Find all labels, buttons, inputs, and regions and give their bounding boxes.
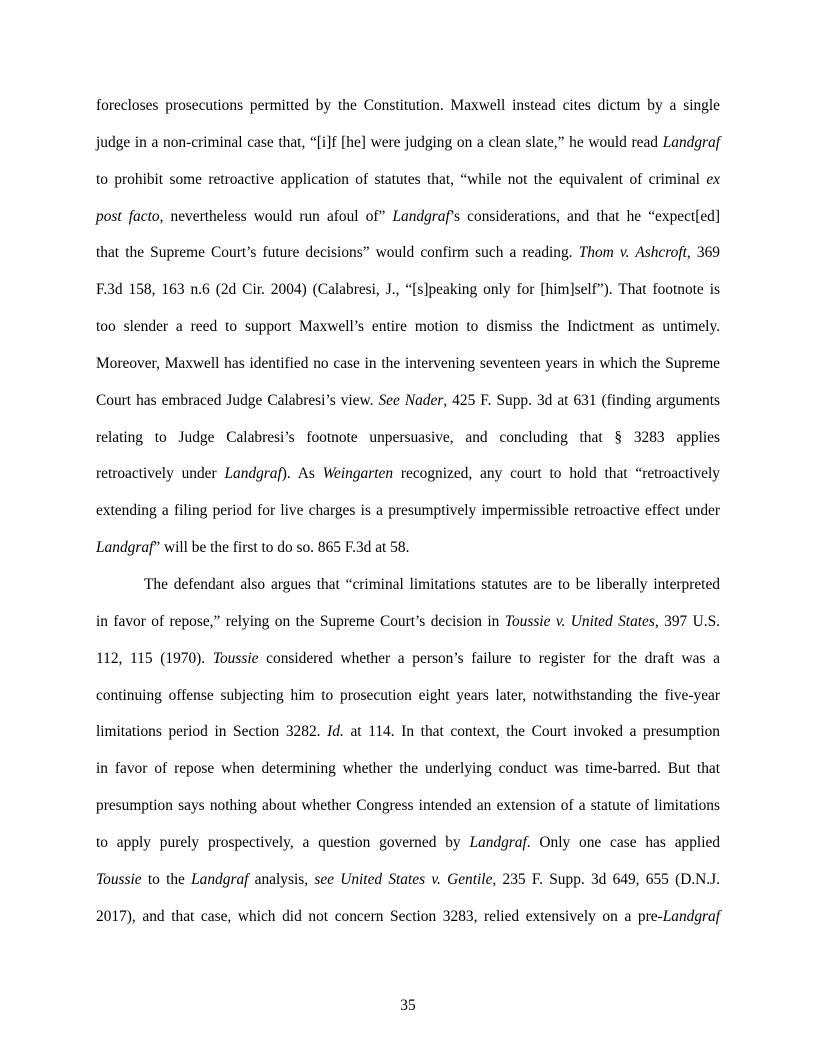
text-run: , nevertheless would run afoul of”: [159, 207, 393, 225]
case-citation: see United States v. Gentile: [314, 870, 493, 888]
text-run: , 235 F. Supp. 3d 649, 655 (D.N.J.: [492, 870, 720, 888]
text-run: F.3d 158, 163 n.6 (2d Cir. 2004) (Calabresi, J., “[s]peaking only for [him]self”). That footnote is: [96, 281, 720, 299]
case-citation: Landgraf: [469, 833, 527, 851]
text-run: forecloses prosecutions permitted by the Constitution. Maxwell instead cites dictum by a single: [96, 97, 720, 114]
text-run: continuing offense subjecting him to prosecution eight years later, notwithstanding the five-year: [96, 686, 720, 704]
italic-term: ex: [706, 170, 720, 188]
text-run: in favor of repose when determining whether the underlying conduct was time-barred. But that: [96, 760, 720, 778]
text-run: ’s considerations, and that he “expect[ed]: [449, 207, 720, 225]
text-run: limitations period in Section 3282.: [96, 723, 328, 741]
page-number: 35: [400, 997, 416, 1014]
text-run: relating to Judge Calabresi’s footnote unpersuasive, and concluding that § 3283 applies: [96, 428, 720, 446]
text-run: too slender a reed to support Maxwell’s entire motion to dismiss the Indictment as untimely.: [96, 318, 720, 336]
text-run: to prohibit some retroactive application of statutes that, “while not the equivalent of criminal: [96, 170, 707, 188]
text-line: [96, 92, 720, 129]
text-run: in favor of repose,” relying on the Supreme Court’s decision in: [96, 612, 505, 630]
text-run: at 114. In that context, the Court invoked a presumption: [343, 723, 720, 741]
text-line: [96, 460, 720, 497]
case-citation: Toussie: [212, 649, 259, 667]
text-line: [96, 313, 720, 350]
italic-term: post facto: [96, 207, 160, 225]
text-line: [96, 571, 720, 608]
text-run: ” will be the first to do so. 865 F.3d at 58.: [153, 539, 410, 557]
text-run: retroactively under: [96, 465, 225, 483]
text-run: , 369: [686, 244, 720, 262]
text-run: to apply purely prospectively, a question governed by: [96, 833, 470, 851]
text-line: [96, 718, 720, 755]
text-line: [96, 387, 720, 424]
text-run: , 425 F. Supp. 3d at 631 (finding arguments: [443, 391, 720, 409]
case-citation: Toussie v. United States: [504, 612, 655, 630]
text-line: [96, 203, 720, 240]
case-citation: Thom v. Ashcroft: [578, 244, 687, 262]
text-line: [96, 239, 720, 276]
case-citation: Id.: [327, 723, 344, 741]
text-line: [96, 608, 720, 645]
paragraph-1: [96, 92, 720, 571]
text-line: [96, 276, 720, 313]
case-citation: Landgraf: [224, 465, 282, 483]
text-run: Court has embraced Judge Calabresi’s view.: [96, 391, 379, 409]
text-line: [96, 129, 720, 166]
text-line: [96, 350, 720, 387]
text-line: [96, 866, 720, 903]
case-citation: Landgraf: [392, 207, 450, 225]
text-run: judge in a non-criminal case that, “[i]f [he] were judging on a clean slate,” he would read: [96, 133, 663, 151]
case-citation: Landgraf: [96, 539, 154, 557]
case-citation: Landgraf: [662, 907, 720, 925]
case-citation: Landgraf: [191, 870, 249, 888]
text-run: analysis,: [248, 870, 315, 888]
text-run: extending a filing period for live charges is a presumptively impermissible retroactive effect under: [96, 502, 720, 520]
text-line: [96, 534, 720, 571]
text-run: to the: [141, 870, 192, 888]
text-run: presumption says nothing about whether Congress intended an extension of a statute of limitations: [96, 797, 720, 815]
text-run: The defendant also argues that “criminal limitations statutes are to be liberally interpreted: [144, 575, 720, 593]
text-line: [96, 645, 720, 682]
case-citation: Weingarten: [322, 465, 394, 483]
document-body: [96, 92, 720, 939]
text-run: 112, 115 (1970).: [96, 649, 213, 667]
text-run: . Only one case has applied: [526, 833, 720, 851]
text-line: [96, 497, 720, 534]
text-line: [96, 829, 720, 866]
case-citation: Toussie: [96, 870, 142, 888]
text-line: [96, 903, 720, 940]
text-line: [96, 792, 720, 829]
text-run: Moreover, Maxwell has identified no case in the intervening seventeen years in which the Supreme: [96, 354, 720, 372]
text-line: [96, 424, 720, 461]
text-run: considered whether a person’s failure to register for the draft was a: [258, 649, 720, 667]
text-run: that the Supreme Court’s future decisions” would confirm such a reading.: [96, 244, 579, 262]
paragraph-2: [96, 571, 720, 939]
case-citation: See Nader: [378, 391, 444, 409]
case-citation: Landgraf: [662, 133, 720, 151]
text-run: , 397 U.S.: [654, 612, 721, 630]
text-line: [96, 755, 720, 792]
text-run: 2017), and that case, which did not concern Section 3283, relied extensively on a pre-: [96, 907, 663, 925]
text-line: [96, 166, 720, 203]
text-run: ). As: [281, 465, 323, 483]
text-run: recognized, any court to hold that “retroactively: [393, 465, 720, 483]
text-line: [96, 682, 720, 719]
